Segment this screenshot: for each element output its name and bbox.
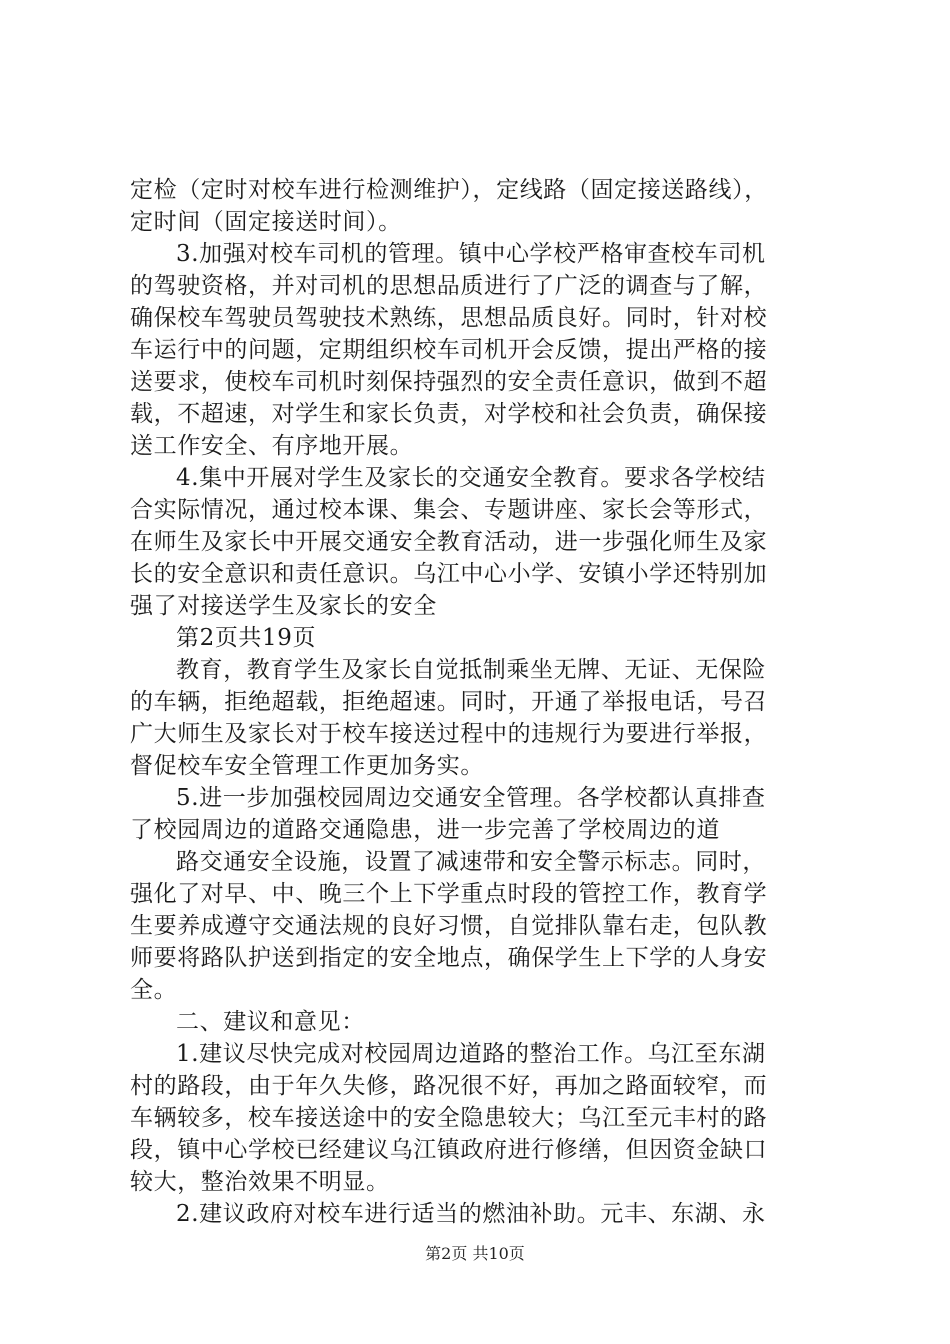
text-line: 车辆较多，校车接送途中的安全隐患较大；乌江至元丰村的路 — [130, 1105, 768, 1131]
text-line: 了校园周边的道路交通隐患，进一步完善了学校周边的道 — [130, 817, 720, 843]
text-line: 的驾驶资格，并对司机的思想品质进行了广泛的调查与了解， — [130, 273, 768, 299]
text-line: 送要求，使校车司机时刻保持强烈的安全责任意识，做到不超 — [130, 369, 768, 395]
text-line: 5.进一步加强校园周边交通安全管理。各学校都认真排查 — [176, 785, 766, 811]
text-line: 第2页共19页 — [176, 625, 317, 651]
text-line: 长的安全意识和责任意识。乌江中心小学、安镇小学还特别加 — [130, 561, 768, 587]
text-line: 广大师生及家长对于校车接送过程中的违规行为要进行举报， — [130, 721, 768, 747]
document-body — [130, 174, 830, 1230]
text-line: 1.建议尽快完成对校园周边道路的整治工作。乌江至东湖 — [176, 1041, 766, 1067]
text-line: 定时间（固定接送时间）。 — [130, 209, 402, 235]
text-line: 生要养成遵守交通法规的良好习惯，自觉排队靠右走，包队教 — [130, 913, 768, 939]
text-line: 师要将路队护送到指定的安全地点，确保学生上下学的人身安 — [130, 945, 768, 971]
text-line: 定检（定时对校车进行检测维护），定线路（固定接送路线）， — [130, 177, 768, 203]
text-line: 合实际情况，通过校本课、集会、专题讲座、家长会等形式， — [130, 497, 768, 523]
text-line: 车运行中的问题，定期组织校车司机开会反馈，提出严格的接 — [130, 337, 768, 363]
text-line: 教育，教育学生及家长自觉抵制乘坐无牌、无证、无保险 — [176, 657, 766, 683]
text-line: 在师生及家长中开展交通安全教育活动，进一步强化师生及家 — [130, 529, 768, 555]
text-line: 确保校车驾驶员驾驶技术熟练，思想品质良好。同时，针对校 — [130, 305, 768, 331]
text-line: 段，镇中心学校已经建议乌江镇政府进行修缮，但因资金缺口 — [130, 1137, 768, 1163]
text-line: 二、建议和意见： — [176, 1009, 365, 1035]
text-line: 路交通安全设施，设置了减速带和安全警示标志。同时， — [176, 849, 766, 875]
text-line: 全。 — [130, 977, 178, 1003]
text-line: 强化了对早、中、晚三个上下学重点时段的管控工作，教育学 — [130, 881, 768, 907]
text-line: 3.加强对校车司机的管理。镇中心学校严格审查校车司机 — [176, 241, 766, 267]
text-line: 送工作安全、有序地开展。 — [130, 433, 414, 459]
text-line: 的车辆，拒绝超载，拒绝超速。同时，开通了举报电话，号召 — [130, 689, 768, 715]
text-line: 2.建议政府对校车进行适当的燃油补助。元丰、东湖、永 — [176, 1201, 766, 1227]
text-line: 督促校车安全管理工作更加务实。 — [130, 753, 484, 779]
text-line: 载，不超速，对学生和家长负责，对学校和社会负责，确保接 — [130, 401, 768, 427]
text-line: 较大，整治效果不明显。 — [130, 1169, 390, 1195]
text-line: 村的路段，由于年久失修，路况很不好，再加之路面较窄，而 — [130, 1073, 768, 1099]
text-line: 4.集中开展对学生及家长的交通安全教育。要求各学校结 — [176, 465, 766, 491]
text-line: 强了对接送学生及家长的安全 — [130, 593, 437, 619]
page-footer: 第2页 共10页 — [425, 1244, 525, 1263]
